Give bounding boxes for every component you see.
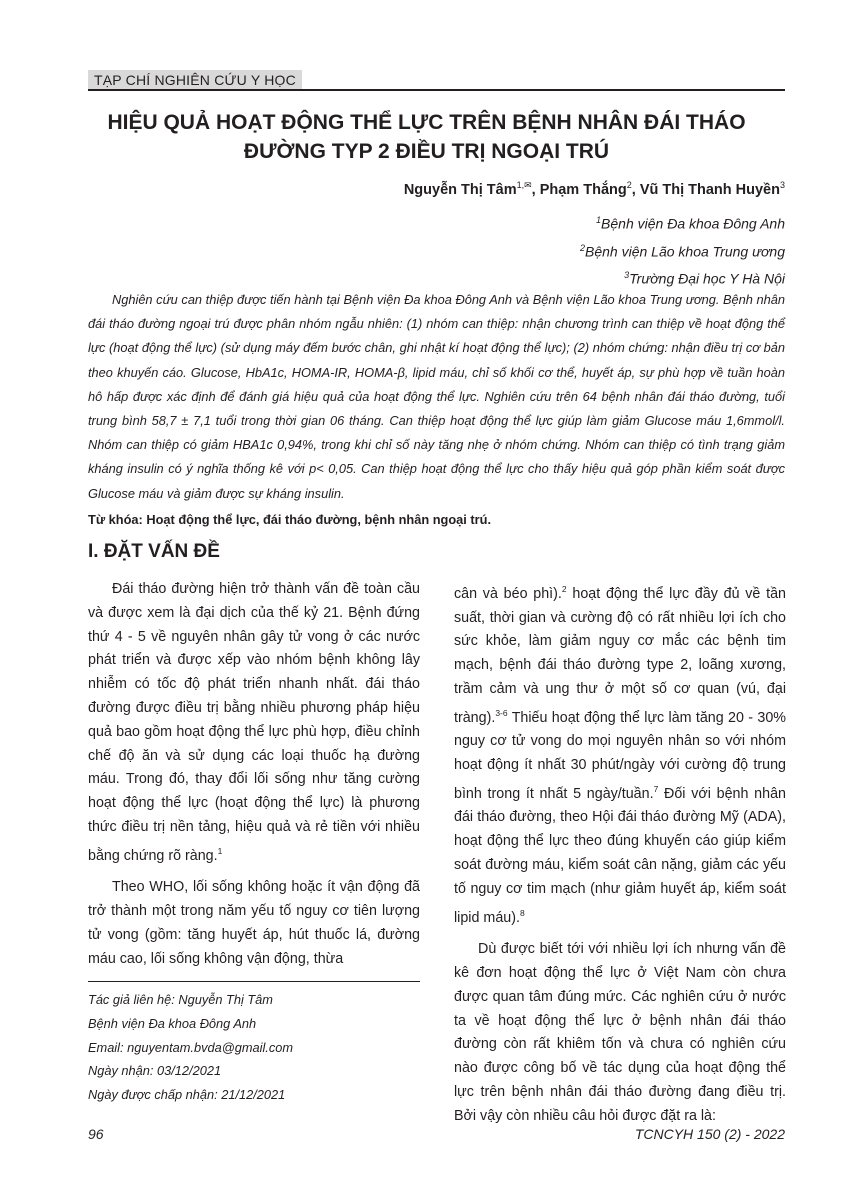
author-3: Vũ Thị Thanh Huyền (639, 181, 780, 198)
citation: 3-6 (495, 707, 508, 718)
author-list (404, 180, 785, 198)
paragraph-text: Đái tháo đường hiện trở thành vấn đề toàn cầu và được xem là đại dịch của thế kỷ 21. Bệnh đứng thứ 4 - 5 về nguyên nhân gây tử vong ở các nước phát triển và được xếp vào nhóm bệnh không lây nhiễm có tốc độ phát triển nhanh nhất. đái tháo đường được điều trị bằng nhiều phương pháp hiệu quả bao gồm hoạt động thể lực phù hợp, điều chỉnh chế độ ăn và sử dụng các loại thuốc hạ đường máu. Trong đó, thay đổi lối sống như tăng cường hoạt động thể lực (hoạt động thể lực) là phương thức điều trị nền tảng, hiệu quả và rẻ tiền với nhiều bằng chứng rõ ràng. (88, 581, 420, 864)
paragraph-text: hoạt động thể lực đầy đủ về tần suất, thời gian và cường độ có rất nhiều lợi ích cho sức khỏe, làm giảm nguy cơ mắc các bệnh tim mạch, bệnh đái tháo đường type 2, loãng xương, trầm cảm và ung thư ở một số cơ quan (vú, đại tràng). (454, 585, 787, 726)
contact-org: Bệnh viện Đa khoa Đông Anh (88, 1015, 257, 1031)
affiliation-text: Trường Đại học Y Hà Nội (629, 270, 785, 287)
body-paragraph (88, 578, 420, 868)
author-1-affil: 1,✉ (516, 180, 532, 190)
affiliation-text: Bệnh viện Đa khoa Đông Anh (601, 215, 785, 232)
title-line-1: HIỆU QUẢ HOẠT ĐỘNG THỂ LỰC TRÊN BỆNH NHÂN ĐÁI THÁO (107, 111, 746, 134)
affiliation-number: 3 (624, 270, 630, 281)
author-2-affil: 2 (626, 180, 632, 190)
date-received: Ngày nhận: 03/12/2021 (88, 1063, 222, 1079)
header-rule (88, 89, 785, 91)
section-heading: I. ĐẶT VẤN ĐỀ (88, 541, 220, 562)
author-separator: , (531, 181, 540, 198)
article-title (60, 108, 793, 166)
left-column (88, 578, 420, 967)
affiliation-number: 1 (596, 215, 602, 225)
body-paragraph (454, 938, 786, 1128)
body-paragraph (88, 876, 420, 971)
author-separator: , (631, 181, 640, 198)
corresponding-author-note (88, 988, 420, 1107)
journal-name: TẠP CHÍ NGHIÊN CỨU Y HỌC (88, 70, 302, 91)
author-3-affil: 3 (779, 180, 785, 190)
author-2: Phạm Thắng (539, 181, 627, 198)
affiliations (580, 208, 785, 291)
paragraph-text: cân và béo phì). (454, 585, 562, 602)
paragraph-text: Thiếu hoạt động thể lực làm tăng 20 - 30% nguy cơ tử vong do mọi nguyên nhân so với nhóm hoạt động ít nhất 30 phút/ngày với cường độ trung bình trong ít nhất 5 ngày/tuần. (454, 709, 786, 802)
citation: 8 (519, 907, 525, 918)
affiliation-number: 2 (579, 242, 585, 253)
journal-issue: TCNCYH 150 (2) - 2022 (634, 1126, 785, 1142)
contact-author: Tác giả liên hệ: Nguyễn Thị Tâm (88, 992, 273, 1007)
author-1: Nguyễn Thị Tâm (403, 181, 517, 198)
affiliation-text: Bệnh viện Lão khoa Trung ương (585, 243, 785, 260)
paragraph-text: Theo WHO, lối sống không hoặc ít vận động đã trở thành một trong năm yếu tố nguy cơ tiên lượng tử vong (gồm: tăng huyết áp, hút thuốc lá, đường máu cao, lối sống không vận động, thừa (88, 879, 420, 967)
page-number: 96 (88, 1126, 104, 1142)
citation: 2 (561, 584, 567, 594)
paragraph-text: Đối với bệnh nhân đái tháo đường, theo Hội đái tháo đường Mỹ (ADA), hoạt động thể lực theo đúng khuyến cáo giúp kiểm soát đường máu, kiểm soát cân nặng, giảm các yếu tố nguy cơ tim mạch (như giảm huyết áp, kiểm soát lipid máu). (454, 785, 786, 926)
keywords: Từ khóa: Hoạt động thể lực, đái tháo đường, bệnh nhân ngoại trú. (88, 512, 492, 527)
citation: 7 (653, 783, 659, 794)
body-paragraph (454, 578, 786, 930)
right-column (454, 578, 786, 1137)
affiliation-3 (580, 263, 785, 291)
contact-email: Email: nguyentam.bvda@gmail.com (88, 1039, 294, 1055)
title-line-2: ĐƯỜNG TYP 2 ĐIỀU TRỊ NGOẠI TRÚ (243, 140, 610, 163)
footnote-rule (88, 981, 420, 982)
affiliation-1 (580, 208, 785, 236)
affiliation-2 (580, 236, 785, 264)
paragraph-text: Dù được biết tới với nhiều lợi ích nhưng vấn đề kê đơn hoạt động thể lực ở Việt Nam còn chưa được quan tâm đúng mức. Các nghiên cứu ở nước ta về hoạt động thể lực ở bệnh nhân đái tháo đường còn rất khiêm tốn và chưa có nghiên cứu nào được công bố về tác dụng của hoạt động thể lực trên bệnh nhân đái tháo đường đang điều trị. Bởi vậy còn nhiều câu hỏi được đặt ra là: (454, 941, 786, 1124)
abstract: Nghiên cứu can thiệp được tiến hành tại Bệnh viện Đa khoa Đông Anh và Bệnh viện Lão khoa Trung ương. Bệnh nhân đái tháo đường ngoại trú được phân nhóm ngẫu nhiên: (1) nhóm can thiệp: nhận chương trình can thiệp về hoạt động thể lực (hoạt động thể lực) (sử dụng máy đếm bước chân, ghi nhật kí hoạt động thể lực); (2) nhóm chứng: nhận điều trị cơ bản theo khuyến cáo. Glucose, HbA1c, HOMA-IR, HOMA-β, lipid máu, chỉ số khối cơ thể, huyết áp, sự phù hợp về tuần hoàn hô hấp được xác định để đánh giá hiệu quả của hoạt động thể lực. Nghiên cứu trên 64 bệnh nhân đái tháo đường, tuổi trung bình 58,7 ± 7,1 tuổi trong thời gian 06 tháng. Can thiệp hoạt động thể lực giúp làm giảm Glucose máu 1,6mmol/l. Nhóm can thiệp có giảm HBA1c 0,94%, trong khi chỉ số này tăng nhẹ ở nhóm chứng. Nhóm can thiệp có tình trạng giảm kháng insulin có ý nghĩa thống kê với p< 0,05. Can thiệp hoạt động thể lực cho thấy hiệu quả góp phần kiểm soát được Glucose máu và giảm được sự kháng insulin. (88, 292, 785, 501)
date-accepted: Ngày được chấp nhận: 21/12/2021 (88, 1087, 286, 1103)
citation: 1 (217, 845, 223, 856)
